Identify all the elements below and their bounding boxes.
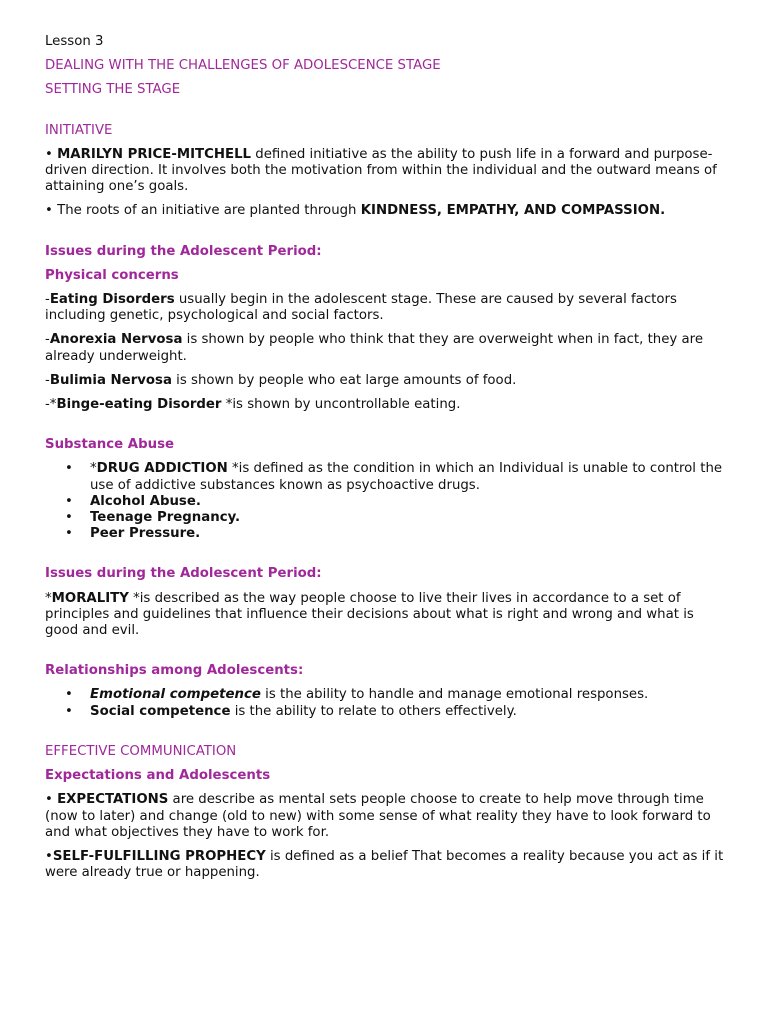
- term-bold: Teenage Pregnancy.: [90, 510, 241, 526]
- paragraph-text: are describe as mental sets people choose to create to help move through time (now to later) and change (old to new) with some sense of what reality they have to look forward to and what objectives they have to work for.: [45, 792, 711, 840]
- bullet-glyph: •: [65, 703, 73, 719]
- paragraph-text: defined initiative as the ability to push life in a forward and purpose-driven direction. It involves both the motivation from within the individual and the outward means of attaining one’s goals.: [45, 146, 717, 195]
- communication-heading: EFFECTIVE COMMUNICATION: [45, 743, 237, 759]
- anorexia-item: [45, 332, 725, 364]
- self-fulfilling-paragraph: [45, 849, 725, 881]
- term-bold: Peer Pressure.: [90, 526, 201, 542]
- item-text: is the ability to handle and manage emotional responses.: [260, 687, 649, 703]
- list-item: [45, 687, 725, 703]
- term-bold: MARILYN PRICE-MITCHELL: [57, 146, 252, 162]
- list-item: [45, 494, 725, 510]
- item-text: is shown by people who eat large amounts of food.: [171, 372, 517, 388]
- morality-paragraph: [45, 591, 725, 640]
- list-item: [45, 704, 725, 720]
- eating-disorders-item: [45, 292, 725, 324]
- term-bold: Binge-eating Disorder: [56, 397, 222, 413]
- term-bold-italic: Emotional competence: [90, 687, 261, 703]
- item-text: usually begin in the adolescent stage. These are caused by several factors including genetic, psychological and social factors.: [45, 292, 677, 324]
- list-item: [45, 510, 725, 526]
- bullet-glyph: •: [65, 493, 73, 509]
- relationships-heading: Relationships among Adolescents:: [45, 663, 304, 679]
- document-subtitle: SETTING THE STAGE: [45, 82, 181, 98]
- document-title: DEALING WITH THE CHALLENGES OF ADOLESCENCE STAGE: [45, 58, 441, 74]
- term-bold: EXPECTATIONS: [57, 792, 169, 808]
- paragraph-text: is defined as a belief That becomes a reality because you act as if it were already true or happening.: [45, 848, 724, 881]
- term-bold: Social competence: [90, 703, 231, 719]
- bullet-glyph: •: [65, 461, 73, 477]
- item-text: *is shown by uncontrollable eating.: [221, 397, 461, 413]
- term-bold: MORALITY: [51, 590, 129, 606]
- bullet-glyph: •: [65, 510, 73, 526]
- initiative-heading: INITIATIVE: [45, 122, 113, 138]
- issues-heading-2: Issues during the Adolescent Period:: [45, 566, 322, 582]
- item-prefix: -*: [45, 397, 57, 413]
- item-text: is shown by people who think that they are overweight when in fact, they are already underweight.: [45, 332, 704, 364]
- term-bold: Alcohol Abuse.: [90, 493, 201, 509]
- list-item: [45, 526, 725, 542]
- bullet-glyph: •: [45, 792, 58, 808]
- initiative-paragraph-2: [45, 203, 725, 219]
- item-prefix: *: [45, 590, 52, 606]
- item-prefix: -: [45, 332, 50, 348]
- bullet-glyph: •: [45, 146, 58, 162]
- substance-abuse-heading: Substance Abuse: [45, 437, 175, 453]
- substance-abuse-list: [45, 461, 725, 542]
- term-bold: DRUG ADDICTION: [96, 461, 228, 477]
- item-text: *is defined as the condition in which an Individual is unable to control the use of addictive substances known as psychoactive drugs.: [90, 461, 723, 493]
- paragraph-text: • The roots of an initiative are planted through: [45, 203, 361, 219]
- document-page: [45, 34, 725, 889]
- paragraph-text: *is described as the way people choose to live their lives in accordance to a set of principles and guidelines that influence their decisions about what is right and wrong and what is good and evil.: [45, 590, 694, 639]
- item-prefix: -: [45, 372, 50, 388]
- physical-concerns-heading: Physical concerns: [45, 267, 179, 283]
- binge-eating-item: [45, 397, 725, 413]
- list-item: [45, 461, 725, 493]
- bulimia-item: [45, 373, 725, 389]
- term-bold: SELF-FULFILLING PROPHECY: [52, 848, 266, 864]
- item-text: is the ability to relate to others effectively.: [230, 703, 517, 719]
- bullet-glyph: •: [65, 526, 73, 542]
- initiative-paragraph-1: [45, 147, 725, 196]
- term-bold: Bulimia Nervosa: [49, 372, 172, 388]
- term-bold: Anorexia Nervosa: [49, 332, 183, 348]
- item-prefix: -: [45, 292, 50, 308]
- term-bold: Eating Disorders: [49, 292, 175, 308]
- lesson-label: Lesson 3: [45, 34, 104, 49]
- relationships-list: [45, 687, 725, 719]
- bullet-glyph: •: [65, 687, 73, 703]
- expectations-heading: Expectations and Adolescents: [45, 768, 271, 784]
- expectations-paragraph: [45, 792, 725, 841]
- item-prefix: *: [90, 461, 97, 477]
- term-bold: KINDNESS, EMPATHY, AND COMPASSION.: [360, 203, 666, 219]
- bullet-glyph: •: [45, 848, 53, 864]
- issues-heading-1: Issues during the Adolescent Period:: [45, 243, 322, 259]
